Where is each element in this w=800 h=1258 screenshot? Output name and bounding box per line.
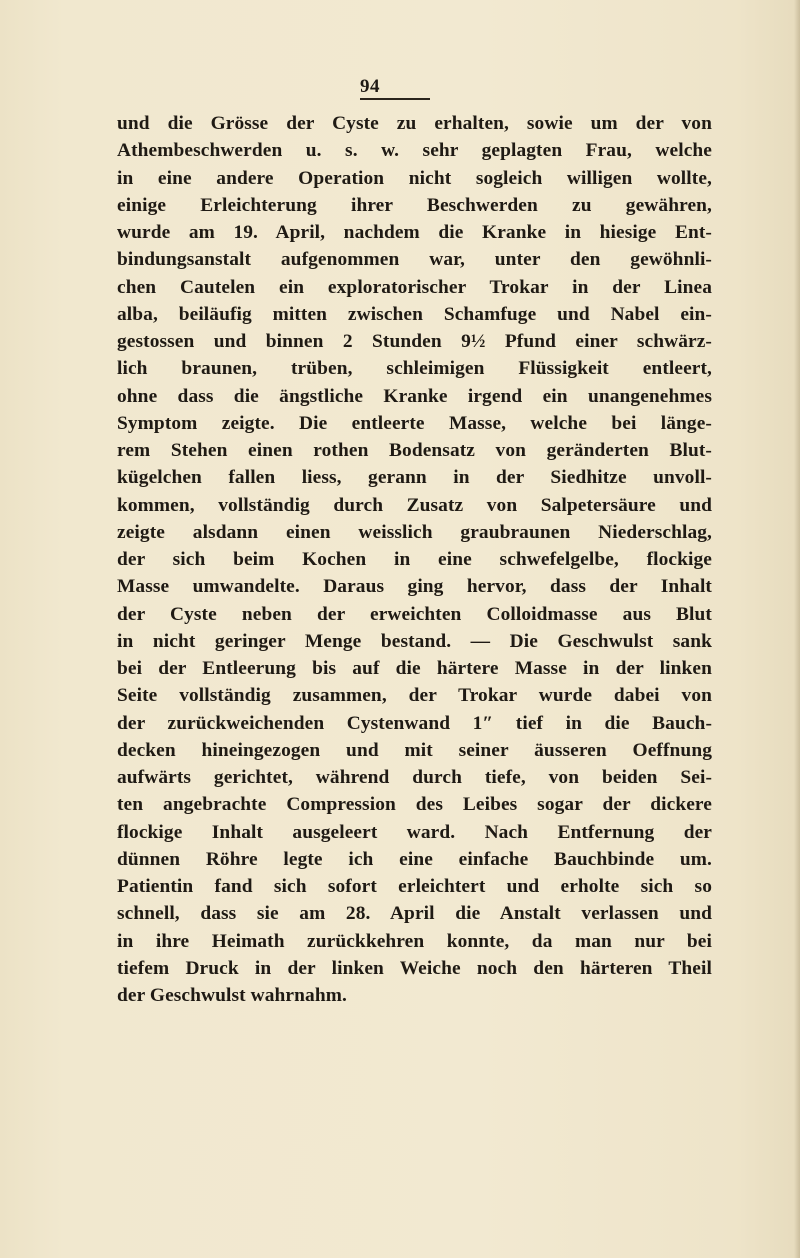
page-number: 94 (360, 76, 380, 97)
text-line: gestossen und binnen 2 Stunden 9½ Pfund einer schwärz- (117, 331, 712, 352)
text-line: wurde am 19. April, nachdem die Kranke in hiesige Ent- (117, 222, 712, 243)
text-line: in nicht geringer Menge bestand. — Die Geschwulst sank (117, 630, 712, 652)
text-line: bei der Entleerung bis auf die härtere Masse in der linken (117, 658, 712, 679)
body-text (117, 110, 712, 1009)
text-line: chen Cautelen ein exploratorischer Trokar in der Linea (117, 276, 712, 298)
text-line: dünnen Röhre legte ich eine einfache Bauchbinde um. (117, 848, 712, 870)
text-line: lich braunen, trüben, schleimigen Flüssigkeit entleert, (117, 358, 712, 380)
page-edge-shadow (794, 0, 800, 1258)
text-line: der sich beim Kochen in eine schwefelgelbe, flockige (117, 549, 712, 570)
text-line: Symptom zeigte. Die entleerte Masse, welche bei länge- (117, 412, 712, 434)
text-line: decken hineingezogen und mit seiner äusseren Oeffnung (117, 739, 712, 761)
text-line: ohne dass die ängstliche Kranke irgend ein unangenehmes (117, 385, 712, 407)
text-line-last: der Geschwulst wahrnahm. (117, 985, 347, 1006)
text-line: rem Stehen einen rothen Bodensatz von geränderten Blut- (117, 440, 712, 461)
page-header (360, 76, 440, 102)
text-line: tiefem Druck in der linken Weiche noch den härteren Theil (117, 957, 712, 979)
text-line: bindungsanstalt aufgenommen war, unter den gewöhnli- (117, 249, 712, 271)
text-line: Masse umwandelte. Daraus ging hervor, dass der Inhalt (117, 576, 712, 598)
text-line: Patientin fand sich sofort erleichtert und erholte sich so (117, 876, 712, 897)
text-line: alba, beiläufig mitten zwischen Schamfuge und Nabel ein- (117, 303, 712, 325)
text-line: Seite vollständig zusammen, der Trokar wurde dabei von (117, 685, 712, 707)
text-line: aufwärts gerichtet, während durch tiefe, von beiden Sei- (117, 767, 712, 788)
text-line: in eine andere Operation nicht sogleich willigen wollte, (117, 167, 712, 189)
header-rule (360, 98, 430, 100)
text-line: kügelchen fallen liess, gerann in der Siedhitze unvoll- (117, 467, 712, 489)
text-line: ten angebrachte Compression des Leibes sogar der dickere (117, 794, 712, 816)
text-line: zeigte alsdann einen weisslich graubraunen Niederschlag, (117, 521, 712, 543)
text-line: einige Erleichterung ihrer Beschwerden zu gewähren, (117, 194, 712, 216)
text-line: Athembeschwerden u. s. w. sehr geplagten Frau, welche (117, 140, 712, 162)
text-line: kommen, vollständig durch Zusatz von Salpetersäure und (117, 494, 712, 516)
text-line: in ihre Heimath zurückkehren konnte, da man nur bei (117, 930, 712, 952)
text-line: schnell, dass sie am 28. April die Anstalt verlassen und (117, 903, 712, 925)
text-line: und die Grösse der Cyste zu erhalten, sowie um der von (117, 113, 712, 134)
text-line: der Cyste neben der erweichten Colloidmasse aus Blut (117, 603, 712, 625)
text-line: der zurückweichenden Cystenwand 1″ tief in die Bauch- (117, 712, 712, 734)
text-line: flockige Inhalt ausgeleert ward. Nach Entfernung der (117, 821, 712, 843)
